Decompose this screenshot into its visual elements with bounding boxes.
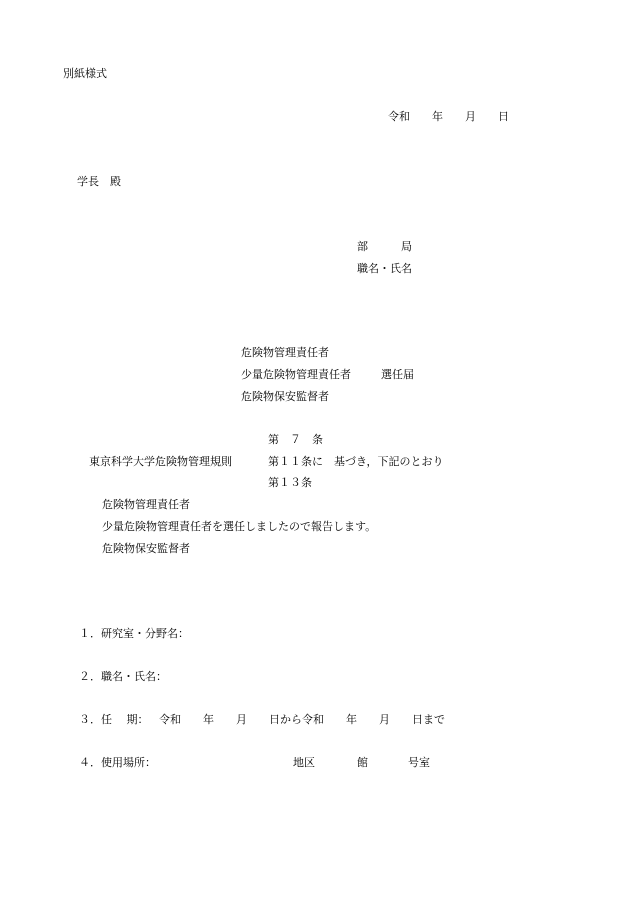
body-role-3: 危険物保安監督者 (102, 542, 190, 555)
item-building: 館 (357, 756, 368, 769)
article-option-bottom: 第１３条 (268, 476, 312, 489)
item-position: ２．職名・氏名： (79, 670, 167, 683)
item-term-label: ３．任 期： (79, 713, 149, 726)
article-option-top: 第 ７ 条 (268, 433, 323, 446)
body-role-2: 少量危険物管理責任者を選任しましたので報告します。 (102, 520, 377, 533)
title-option-3: 危険物保安監督者 (241, 390, 329, 403)
title-suffix: 選任届 (381, 368, 414, 381)
item-lab: １．研究室・分野名： (79, 627, 189, 640)
form-label: 別紙様式 (63, 67, 107, 80)
sender-department: 部 局 (357, 240, 412, 253)
date-line: 令和 年 月 日 (388, 110, 509, 123)
regulation-name: 東京科学大学危険物管理規則 (89, 455, 232, 468)
item-place-label: ４．使用場所： (79, 756, 156, 769)
title-option-1: 危険物管理責任者 (241, 346, 329, 359)
article-option-middle: 第１１条に (268, 455, 323, 468)
regulation-tail: 基づき，下記のとおり (334, 455, 444, 468)
item-room: 号室 (408, 756, 430, 769)
item-term-text: 令和 年 月 日から令和 年 月 日まで (159, 713, 445, 726)
addressee: 学長 殿 (77, 175, 121, 188)
body-role-1: 危険物管理責任者 (102, 498, 190, 511)
title-option-2: 少量危険物管理責任者 (241, 368, 351, 381)
item-district: 地区 (293, 756, 315, 769)
sender-position-name: 職名・氏名 (357, 262, 412, 275)
